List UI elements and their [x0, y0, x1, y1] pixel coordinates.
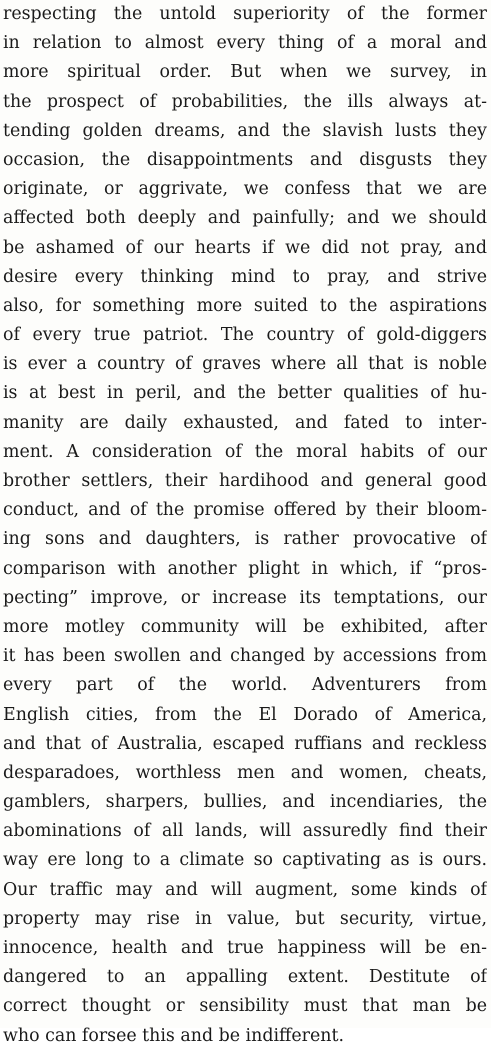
text-line: English cities, from the El Dorado of America,: [3, 704, 487, 725]
text-line: of every true patriot. The country of gold-diggers: [3, 325, 487, 346]
text-line: more motley community will be exhibited, after: [3, 616, 487, 637]
text-line: in relation to almost every thing of a moral and: [3, 33, 487, 54]
text-line: property may rise in value, but security, virtue,: [3, 908, 487, 929]
text-line: dangered to an appalling extent. Destitute of: [3, 967, 487, 988]
text-line: correct thought or sensibility must that man be: [3, 996, 487, 1017]
text-line: it has been swollen and changed by accessions from: [3, 646, 487, 667]
text-line: manity are daily exhausted, and fated to inter-: [3, 412, 487, 433]
text-line: gamblers, sharpers, bullies, and incendiaries, the: [3, 792, 487, 813]
text-line: brother settlers, their hardihood and general good: [3, 471, 487, 491]
text-line: also, for something more suited to the aspirations: [3, 295, 487, 316]
text-line: and that of Australia, escaped ruffians and reckless: [3, 733, 487, 754]
text-line: is at best in peril, and the better qualities of hu-: [3, 383, 487, 404]
text-line: occasion, the disappointments and disgusts they: [3, 149, 487, 170]
text-line: Our traffic may and will augment, some kinds of: [3, 879, 487, 900]
text-line: originate, or aggrivate, we confess that we are: [3, 179, 487, 200]
text-line: is ever a country of graves where all that is noble: [3, 354, 487, 375]
text-line: respecting the untold superiority of the former: [3, 4, 487, 24]
text-line: ing sons and daughters, is rather provocative of: [3, 529, 487, 550]
text-line: ment. A consideration of the moral habits of our: [3, 441, 487, 462]
text-line: be ashamed of our hearts if we did not pray, and: [3, 237, 487, 258]
body-paragraph: [3, 0, 487, 1051]
text-line: abominations of all lands, will assuredly find their: [3, 821, 487, 842]
text-line: the prospect of probabilities, the ills always at-: [3, 91, 487, 112]
text-line: desparadoes, worthless men and women, cheats,: [3, 762, 487, 783]
text-line: who can forsee this and be indifferent.: [3, 1025, 344, 1046]
text-line: comparison with another plight in which, if “pros-: [3, 558, 487, 579]
text-line: pecting” improve, or increase its temptations, our: [3, 587, 487, 608]
text-line: more spiritual order. But when we survey, in: [3, 62, 487, 83]
text-line: affected both deeply and painfully; and we should: [3, 208, 487, 229]
text-line: innocence, health and true happiness will be en-: [3, 938, 487, 958]
text-line: way ere long to a climate so captivating as is ours.: [3, 850, 487, 871]
text-line: tending golden dreams, and the slavish lusts they: [3, 120, 487, 141]
text-line: desire every thinking mind to pray, and strive: [3, 266, 487, 287]
text-line: conduct, and of the promise offered by their bloom-: [3, 500, 487, 521]
text-line: every part of the world. Adventurers from: [3, 675, 487, 696]
